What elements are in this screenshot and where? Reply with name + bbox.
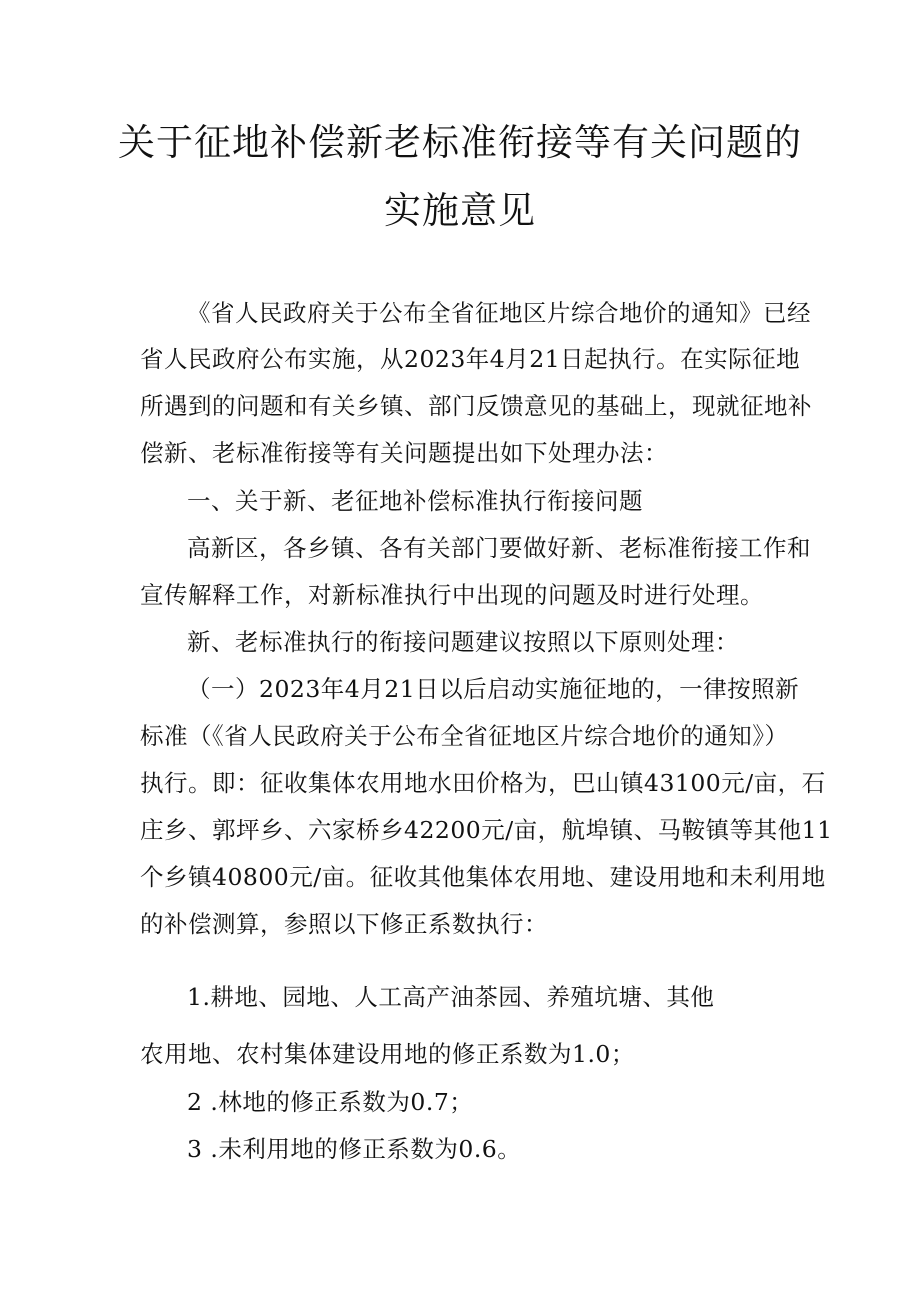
paragraph-1-line-1: 《省人民政府关于公布全省征地区片综合地价的通知》已经 [187,299,811,327]
paragraph-1-line-2: 省人民政府公布实施，从2023年4月21日起执行。在实际征地 [140,345,801,373]
paragraph-1-line-3: 所遇到的问题和有关乡镇、部门反馈意见的基础上，现就征地补 [140,392,812,420]
paragraph-4-line-4: 庄乡、郭坪乡、六家桥乡42200元/亩，航埠镇、马鞍镇等其他11 [140,816,833,844]
list-item-1-line-1: 1.耕地、园地、人工高产油茶园、养殖坑塘、其他 [187,983,715,1011]
paragraph-4-line-5: 个乡镇40800元/亩。征收其他集体农用地、建设用地和未利用地 [140,863,826,891]
paragraph-4-line-1: （一）2023年4月21日以后启动实施征地的，一律按照新 [187,675,800,703]
list-item-3: 3 .未利用地的修正系数为0.6。 [187,1135,522,1163]
paragraph-4-line-6: 的补偿测算，参照以下修正系数执行： [140,910,548,938]
list-item-1-line-2: 农用地、农村集体建设用地的修正系数为1.0； [140,1040,635,1068]
paragraph-2-line-1: 高新区，各乡镇、各有关部门要做好新、老标准衔接工作和 [187,534,811,562]
paragraph-1-line-4: 偿新、老标准衔接等有关问题提出如下处理办法： [140,439,668,467]
paragraph-2-line-2: 宣传解释工作，对新标准执行中出现的问题及时进行处理。 [140,581,764,609]
paragraph-3-line-1: 新、老标准执行的衔接问题建议按照以下原则处理： [187,628,739,656]
paragraph-4-line-3: 执行。即：征收集体农用地水田价格为，巴山镇43100元/亩，石 [140,769,826,797]
list-item-2: 2 .林地的修正系数为0.7； [187,1088,474,1116]
section-heading-1: 一、关于新、老征地补偿标准执行衔接问题 [187,487,643,515]
document-title-line-2: 实施意见 [384,189,536,232]
paragraph-4-line-2: 标准（《省人民政府关于公布全省征地区片综合地价的通知》） [140,722,789,750]
document-title-line-1: 关于征地补偿新老标准衔接等有关问题的 [118,121,802,164]
